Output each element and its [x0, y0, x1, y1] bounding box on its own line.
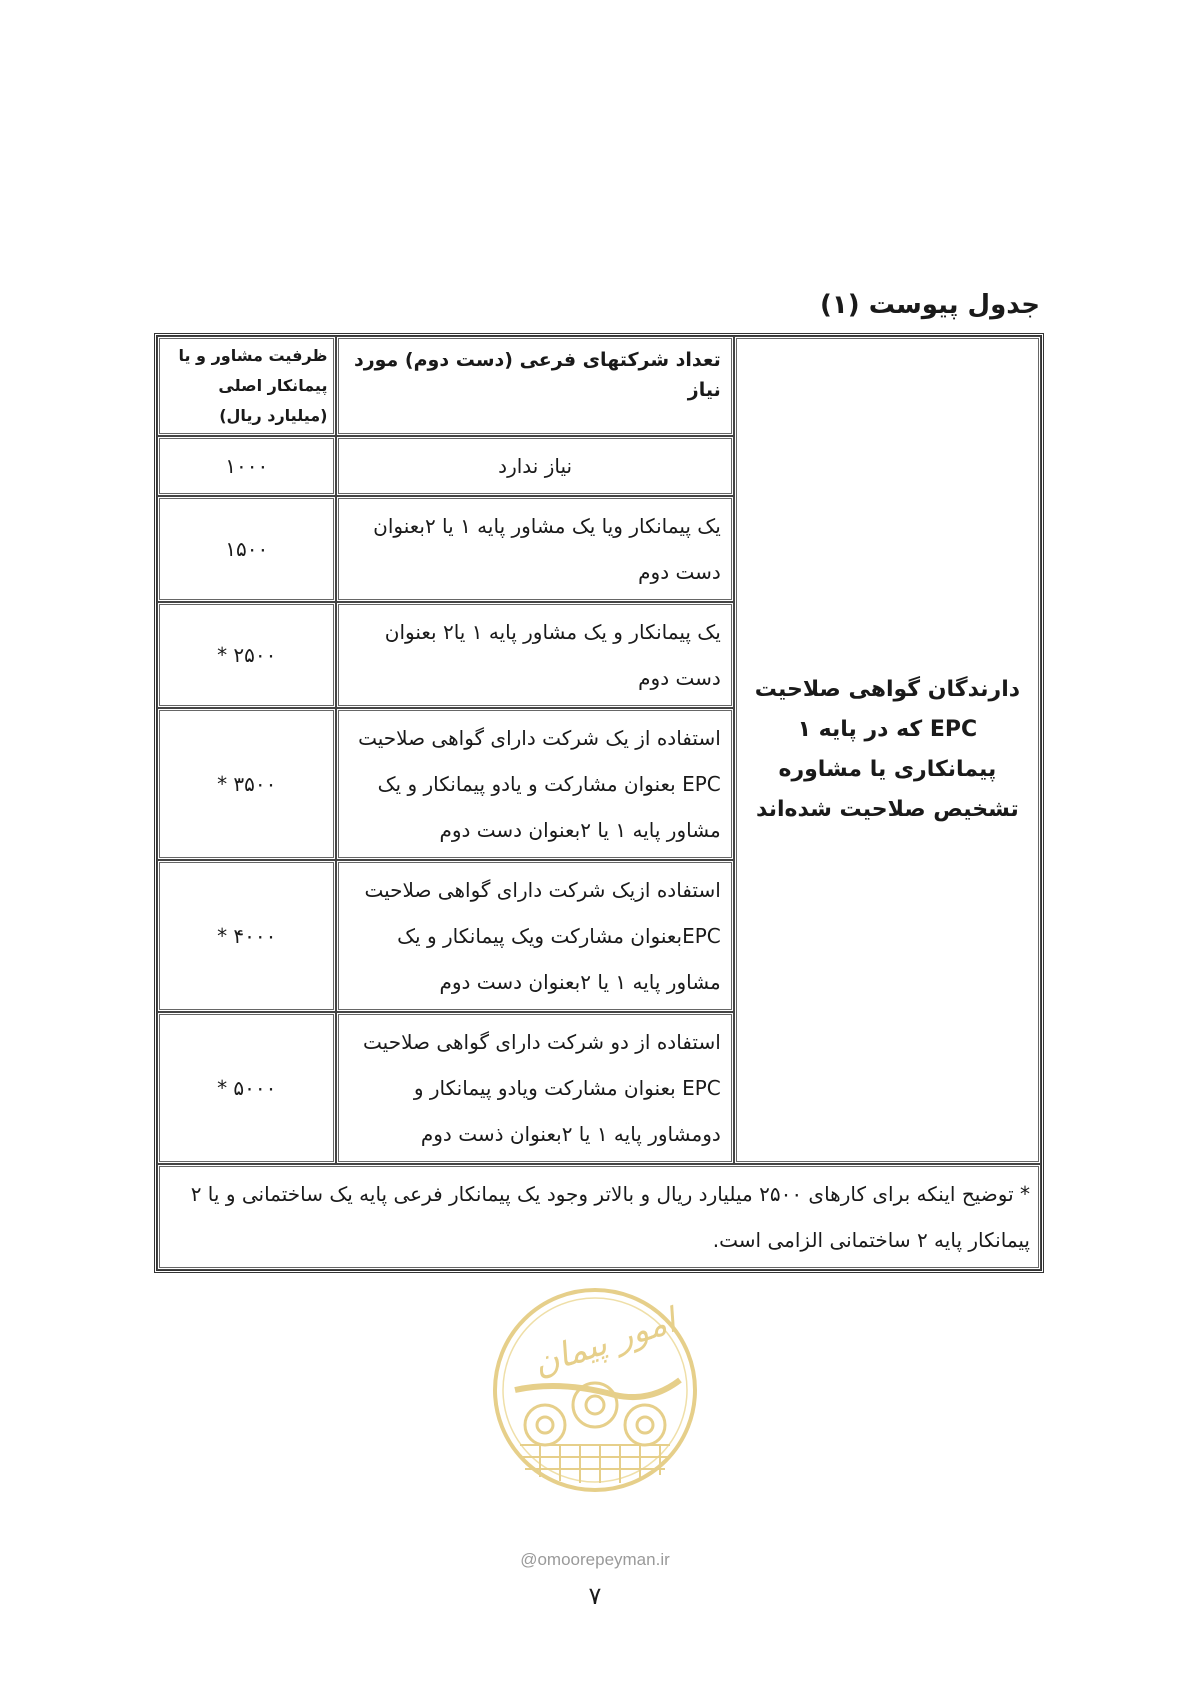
row-capacity: ۴۰۰۰ *: [157, 860, 336, 1012]
header-capacity: ظرفیت مشاور و یا پیمانکار اصلی (میلیارد ریال): [157, 336, 336, 436]
watermark-site: @omoorepeyman.ir: [520, 1550, 670, 1569]
row-capacity: ۵۰۰۰ *: [157, 1012, 336, 1164]
row-capacity: ۱۰۰۰: [157, 436, 336, 496]
header-required-subcontractors: تعداد شرکتهای فرعی (دست دوم) مورد نیاز: [336, 336, 733, 436]
table-title: جدول پیوست (۱): [820, 290, 1040, 320]
row-desc: استفاده از یک شرکت دارای گواهی صلاحیت EPC بعنوان مشارکت و یادو پیمانکار و یک مشاور پایه ۱ یا ۲بعنوان دست دوم: [336, 708, 733, 860]
row-desc: یک پیمانکار ویا یک مشاور پایه ۱ یا ۲بعنوان دست دوم: [336, 496, 733, 602]
row-capacity: ۱۵۰۰: [157, 496, 336, 602]
row-desc: نیاز ندارد: [336, 436, 733, 496]
group-label-cell: دارندگان گواهی صلاحیت EPC که در پایه ۱ پیمانکاری یا مشاوره تشخیص صلاحیت شده‌اند: [734, 336, 1041, 1164]
seal-text: امور پیمان: [528, 1300, 681, 1385]
row-capacity: ۲۵۰۰ *: [157, 602, 336, 708]
page-number: ۷: [588, 1582, 602, 1610]
appendix-table: [154, 333, 1044, 1273]
table-row: [157, 336, 1041, 436]
row-capacity: ۳۵۰۰ *: [157, 708, 336, 860]
table-footnote: * توضیح اینکه برای کارهای ۲۵۰۰ میلیارد ریال و بالاتر وجود یک پیمانکار فرعی پایه یک ساختمانی و یا ۲ پیمانکار پایه ۲ ساختمانی الزامی است.: [157, 1164, 1041, 1270]
omoorepeyman-seal-logo: [490, 1285, 700, 1495]
table-row: [157, 1164, 1041, 1270]
row-desc: استفاده ازیک شرکت دارای گواهی صلاحیت EPCبعنوان مشارکت ویک پیمانکار و یک مشاور پایه ۱ یا ۲بعنوان دست دوم: [336, 860, 733, 1012]
row-desc: یک پیمانکار و یک مشاور پایه ۱ یا۲ بعنوان دست دوم: [336, 602, 733, 708]
row-desc: استفاده از دو شرکت دارای گواهی صلاحیت EPC بعنوان مشارکت ویادو پیمانکار و دومشاور پایه ۱ یا ۲بعنوان ذست دوم: [336, 1012, 733, 1164]
